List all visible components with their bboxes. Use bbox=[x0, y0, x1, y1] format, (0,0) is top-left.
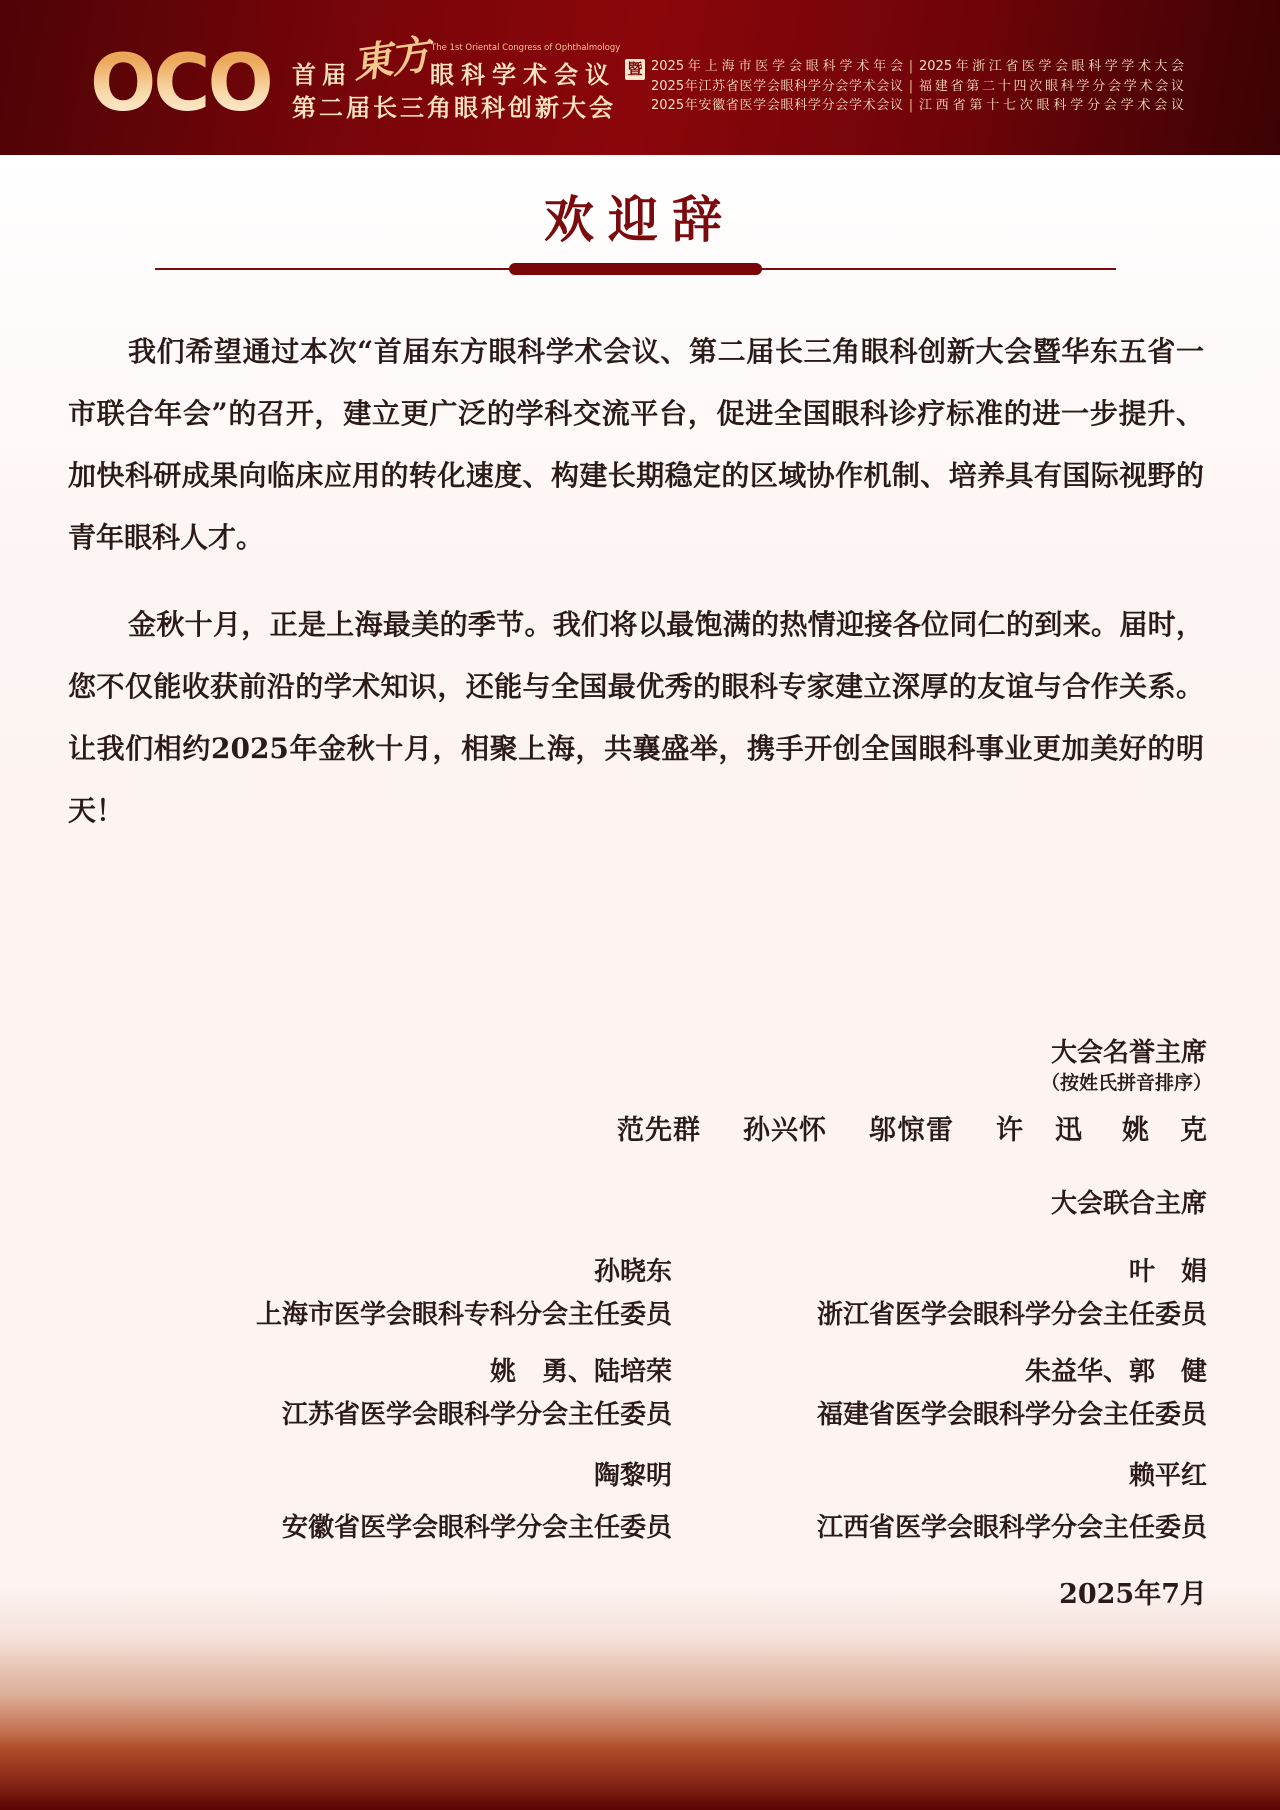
title-suffix: 眼科学术会议 bbox=[430, 61, 616, 89]
co-chair-title: 浙江省医学会眼科学分会主任委员 bbox=[816, 1300, 1207, 1330]
honorary-name: 范先群 bbox=[617, 1115, 700, 1146]
title-divider-bar bbox=[509, 263, 762, 275]
ji-badge: 暨 bbox=[625, 59, 645, 80]
honorary-sort-note: （按姓氏拼音排序） bbox=[1040, 1072, 1212, 1094]
event-separator: | bbox=[908, 59, 914, 74]
calligraphy-dongfang: 東方 bbox=[349, 30, 432, 89]
english-subtitle: The 1st Oriental Congress of Ophthalmology bbox=[431, 43, 621, 53]
event-separator: | bbox=[908, 78, 914, 94]
honorary-name: 姚克 bbox=[1122, 1115, 1207, 1146]
honorary-name: 邬惊雷 bbox=[869, 1115, 953, 1146]
event-row bbox=[651, 96, 1184, 116]
co-chair-title: 上海市医学会眼科专科分会主任委员 bbox=[255, 1300, 672, 1330]
title-line-2: 第二届长三角眼科创新大会 bbox=[292, 94, 616, 122]
honorary-chair-heading: 大会名誉主席 bbox=[1050, 1038, 1207, 1068]
event-left: 2025年上海市医学会眼科学术年会 bbox=[651, 59, 903, 74]
welcome-paragraph-2: 金秋十月，正是上海最美的季节。我们将以最饱满的热情迎接各位同仁的到来。届时，您不仅能收获前沿的学术知识，还能与全国最优秀的眼科专家建立深厚的友谊与合作关系。让我们相约2025年金秋十月，相聚上海，共襄盛举，携手开创全国眼科事业更加美好的明天！ bbox=[68, 608, 1204, 827]
event-right: 2025年浙江省医学会眼科学学术大会 bbox=[919, 59, 1184, 74]
co-chair-title: 福建省医学会眼科学分会主任委员 bbox=[816, 1400, 1207, 1430]
conference-header-banner bbox=[0, 0, 1280, 155]
welcome-paragraph-1: 我们希望通过本次“首届东方眼科学术会议、第二届长三角眼科创新大会暨华东五省一市联合年会”的召开，建立更广泛的学科交流平台，促进全国眼科诊疗标准的进一步提升、加快科研成果向临床应用的转化速度、构建长期稳定的区域协作机制、培养具有国际视野的青年眼科人才。 bbox=[68, 335, 1204, 554]
event-right: 福建省第二十四次眼科学分会学术会议 bbox=[919, 78, 1184, 94]
oco-logo: OCO bbox=[90, 39, 271, 129]
co-chair-name: 叶 娟 bbox=[1128, 1257, 1207, 1287]
event-left: 2025年安徽省医学会眼科学分会学术会议 bbox=[651, 98, 903, 113]
co-chair-name: 赖平红 bbox=[1128, 1461, 1207, 1491]
co-chair-name: 孙晓东 bbox=[593, 1257, 672, 1287]
event-row bbox=[651, 57, 1184, 77]
honorary-name: 许迅 bbox=[996, 1115, 1082, 1146]
title-prefix: 首届 bbox=[292, 61, 352, 89]
event-left: 2025年江苏省医学会眼科学分会学术会议 bbox=[651, 78, 903, 94]
honorary-names bbox=[617, 1108, 1207, 1147]
event-separator: | bbox=[908, 98, 914, 113]
event-row bbox=[651, 77, 1184, 97]
co-chair-title: 江西省医学会眼科学分会主任委员 bbox=[816, 1513, 1207, 1543]
co-chair-heading: 大会联合主席 bbox=[1050, 1189, 1207, 1219]
letter-date: 2025年7月 bbox=[1059, 1579, 1207, 1610]
joint-events-list bbox=[651, 57, 1184, 116]
page-title: 欢迎辞 bbox=[544, 190, 736, 249]
event-right: 江西省第十七次眼科学分会学术会议 bbox=[919, 98, 1184, 113]
co-chair-name: 姚 勇、陆培荣 bbox=[489, 1357, 672, 1387]
honorary-name: 孙兴怀 bbox=[743, 1115, 826, 1146]
co-chair-title: 江苏省医学会眼科学分会主任委员 bbox=[281, 1400, 672, 1430]
co-chair-title: 安徽省医学会眼科学分会主任委员 bbox=[281, 1513, 672, 1543]
co-chair-name: 陶黎明 bbox=[593, 1461, 672, 1491]
co-chair-name: 朱益华、郭 健 bbox=[1024, 1357, 1207, 1387]
